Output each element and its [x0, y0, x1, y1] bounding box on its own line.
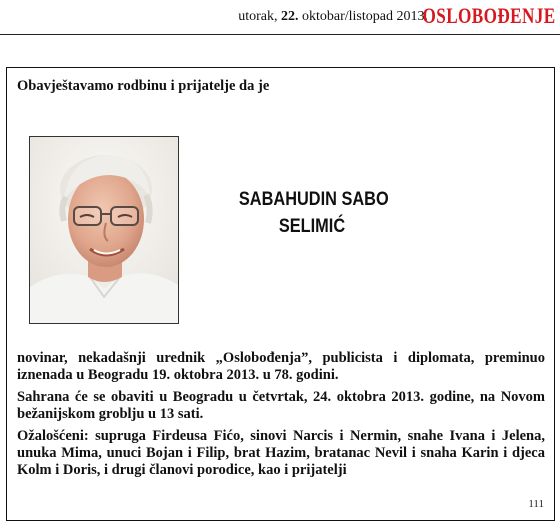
newspaper-masthead — [0, 0, 560, 34]
name-line-first: SABAHUDIN SABO — [238, 189, 389, 210]
name-line-surname: SELIMIĆ — [278, 216, 346, 237]
obituary-notice — [6, 67, 555, 521]
newspaper-logo: OSLOBOĐENJE — [422, 3, 556, 28]
date-weekday: utorak, — [238, 9, 281, 24]
date-month-year: oktobar/listopad 2013. — [298, 9, 428, 24]
portrait-photo — [29, 136, 179, 324]
mourners-paragraph: Ožalošćeni: supruga Firdeusa Fićo, sinovi Narcis i Nermin, snahe Ivana i Jelena, unuka Mima, unuci Bojan i Filip, brat Hazim, bratanac Nevil i snaha Karin i djeca Kolm i Doris, i drugi članovi porodice, kao i prijatelji — [17, 428, 545, 478]
notice-body — [17, 350, 545, 484]
date-day: 22. — [281, 9, 299, 24]
biography-paragraph: novinar, nekadašnji urednik „Oslobođenja”, publicista i diplomata, preminuo iznenada u Beogradu 19. oktobra 2013. u 78. godini. — [17, 350, 545, 383]
funeral-paragraph: Sahrana će se obaviti u Beogradu u četvrtak, 24. oktobra 2013. godine, na Novom bežanijskom groblju u 13 sati. — [17, 389, 545, 422]
ad-number: 111 — [528, 498, 544, 510]
deceased-name — [238, 186, 389, 240]
header-divider — [0, 34, 560, 35]
notice-intro: Obavještavamo rodbinu i prijatelje da je — [17, 78, 270, 94]
issue-date — [238, 9, 428, 25]
